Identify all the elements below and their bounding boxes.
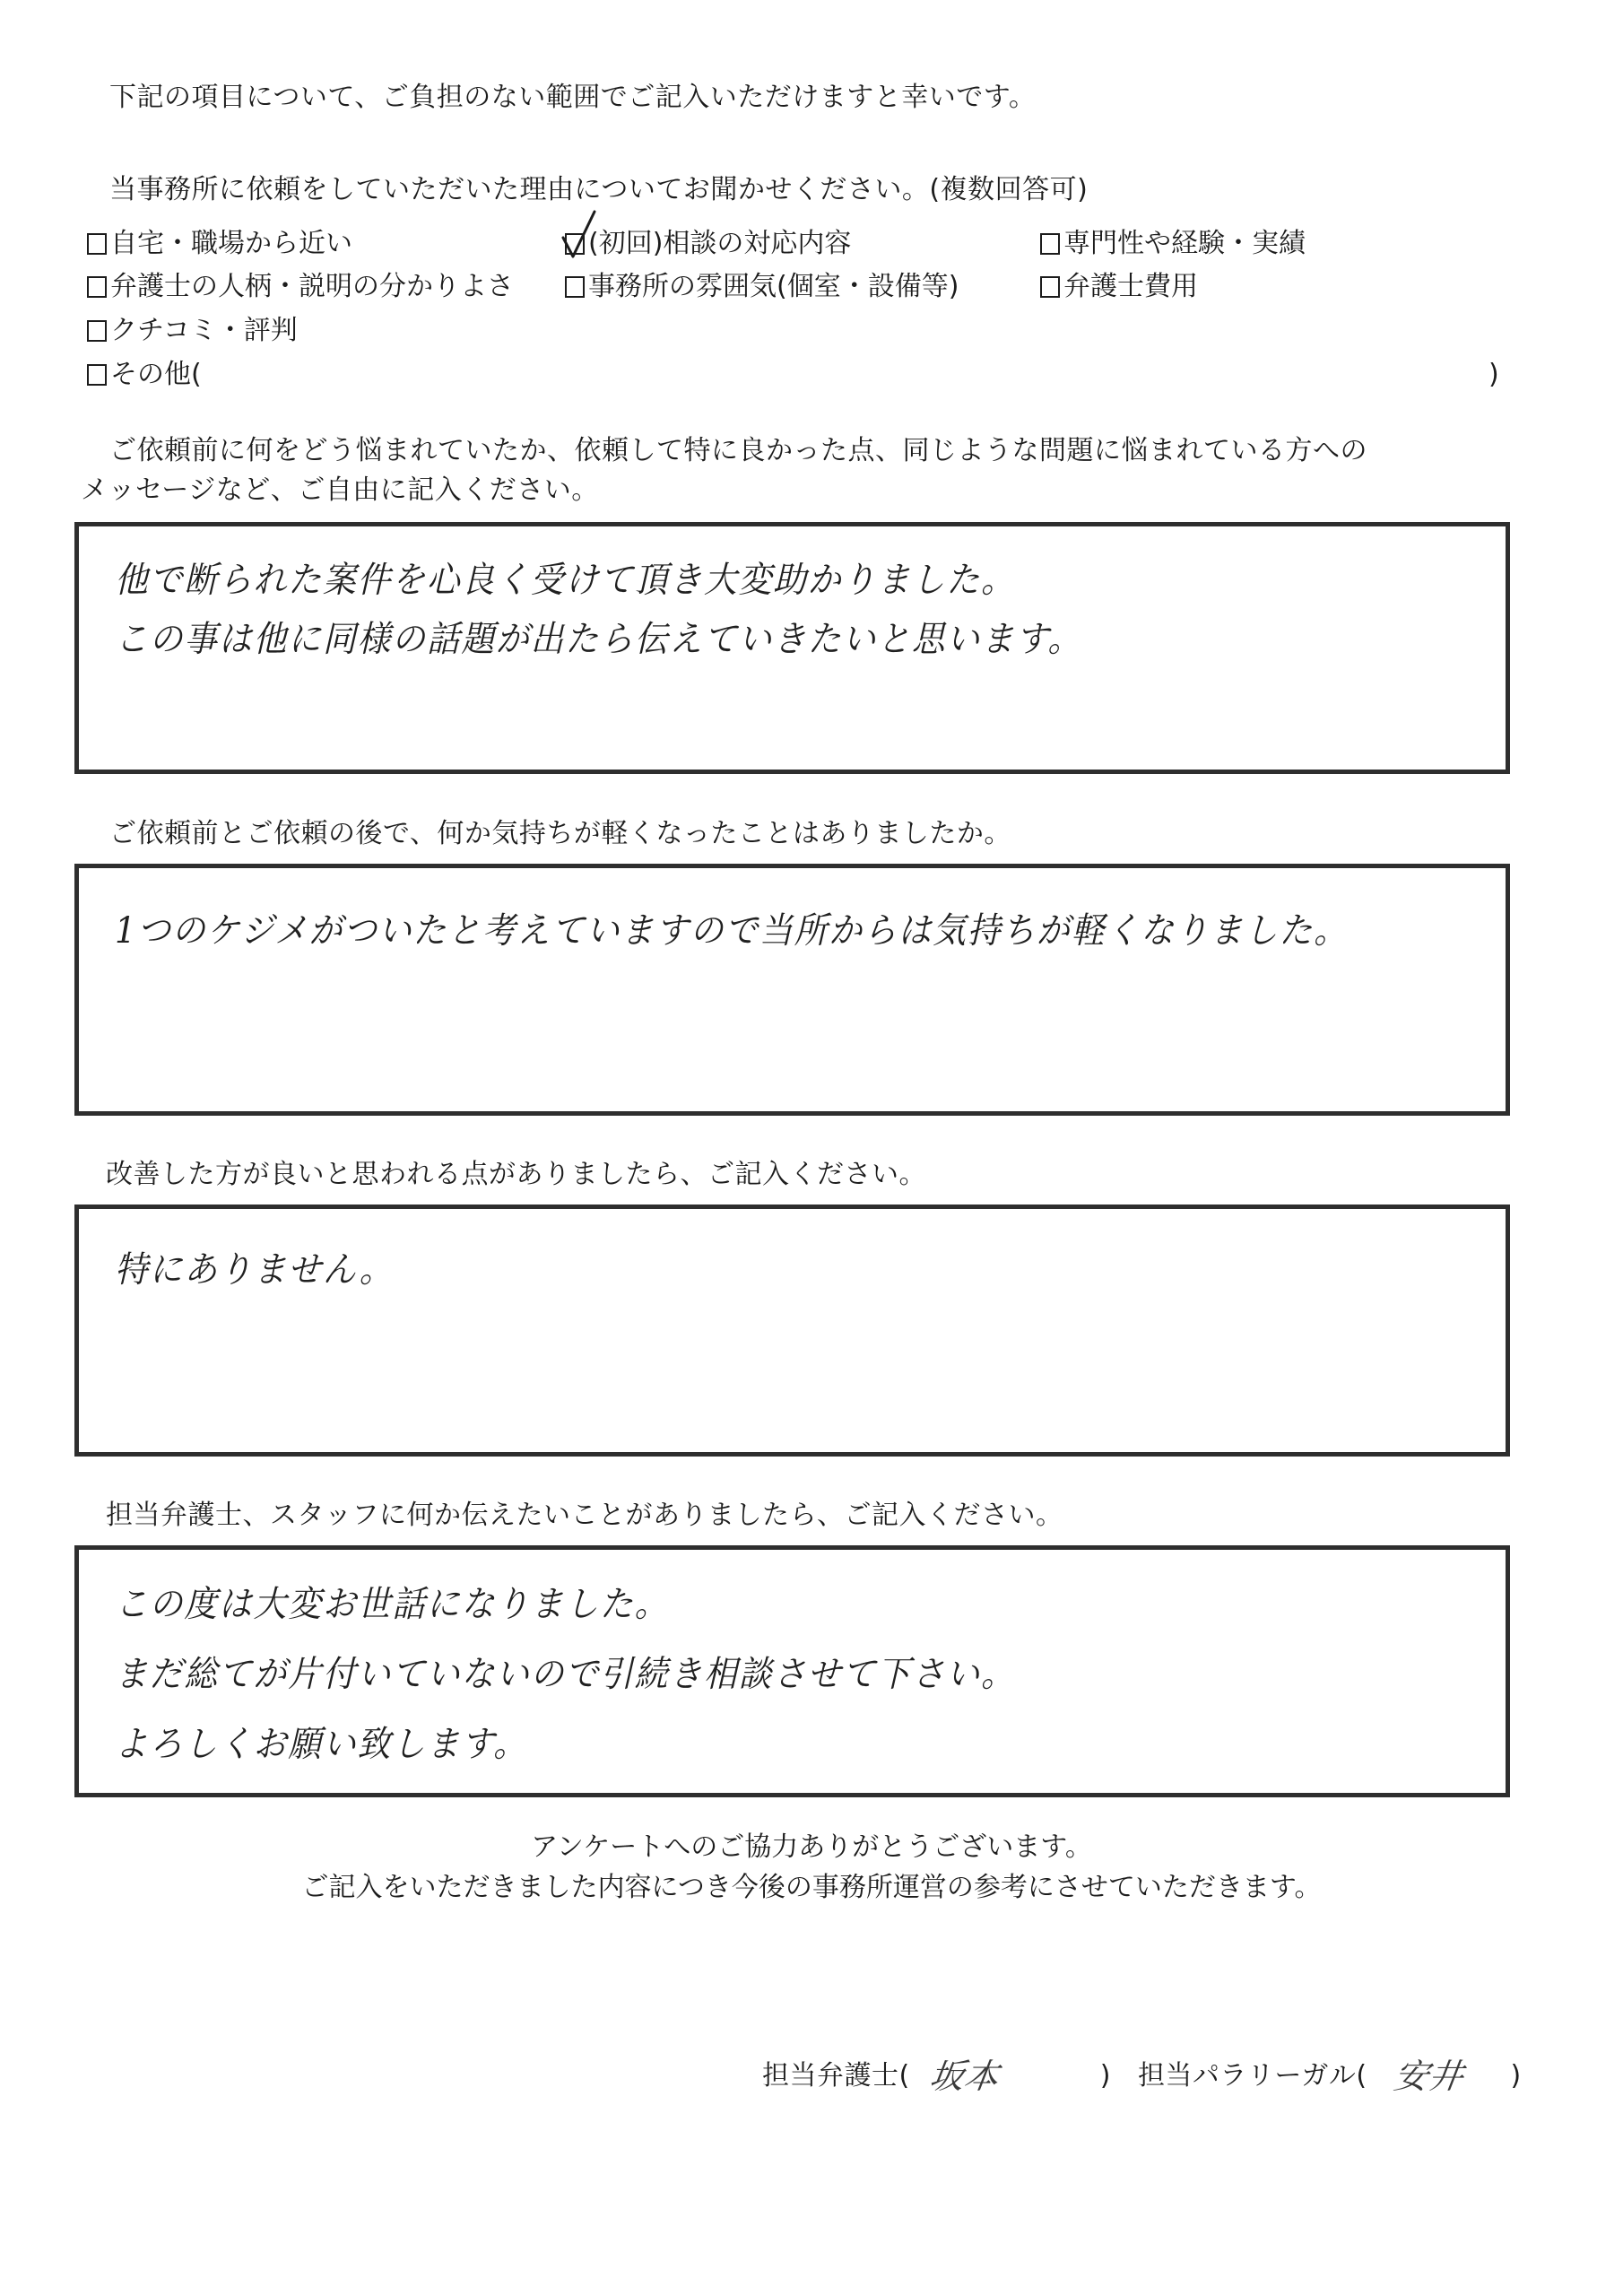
- question-3-answer-box[interactable]: [74, 1205, 1510, 1457]
- option-initial-consultation[interactable]: [565, 229, 851, 259]
- other-close-paren: ): [1488, 359, 1500, 390]
- closing-note: ご記入をいただきました内容につき今後の事務所運営の参考にさせていただきます。: [301, 1872, 1322, 1903]
- option-lawyer-personality[interactable]: [87, 272, 514, 302]
- question-2-answer-text: [115, 904, 1349, 958]
- question-3-prompt: 改善した方が良いと思われる点がありましたら、ご記入ください。: [106, 1159, 926, 1190]
- question-2-prompt: ご依頼前とご依頼の後で、何か気持ちが軽くなったことはありましたか。: [109, 818, 1011, 849]
- option-label: 弁護士の人柄・説明の分かりよさ: [110, 271, 514, 302]
- checkbox-unchecked-icon[interactable]: [565, 276, 585, 298]
- checkbox-unchecked-icon[interactable]: [1040, 233, 1060, 255]
- lawyer-name-field[interactable]: 坂本: [926, 2057, 1002, 2096]
- checkbox-unchecked-icon[interactable]: [1040, 276, 1060, 298]
- answer-line: この度は大変お世話になりました。: [115, 1584, 670, 1625]
- answer-line: 他で断られた案件を心良く受けて頂き大変助かりました。: [115, 560, 1016, 601]
- intro-text: 下記の項目について、ご負担のない範囲でご記入いただけますと幸いです。: [109, 82, 1037, 113]
- option-near-home-work[interactable]: [87, 229, 352, 259]
- closing-thanks: アンケートへのご協力ありがとうございます。: [531, 1831, 1092, 1863]
- option-label: 自宅・職場から近い: [110, 228, 352, 259]
- answer-line: 1つのケジメがついたと考えていますので当所からは気持ちが軽くなりました。: [115, 910, 1349, 952]
- lawyer-label: 担当弁護士(: [762, 2060, 910, 2092]
- handwritten-checkmark-icon: [561, 210, 604, 264]
- answer-line: よろしくお願い致します。: [115, 1724, 528, 1765]
- lawyer-close-paren: ): [1099, 2060, 1111, 2092]
- checkbox-unchecked-icon[interactable]: [87, 320, 107, 342]
- option-label: クチコミ・評判: [110, 315, 298, 346]
- paralegal-close-paren: ): [1510, 2060, 1522, 2092]
- option-label: 弁護士費用: [1063, 271, 1198, 302]
- signature-row: [762, 2057, 1522, 2096]
- question-2-answer-box[interactable]: [74, 864, 1510, 1116]
- option-label: その他(: [110, 359, 202, 390]
- question-4-answer-box[interactable]: [74, 1545, 1510, 1797]
- question-3-answer-text: [115, 1243, 394, 1297]
- answer-line: まだ総てが片付いていないので引続き相談させて下さい。: [115, 1654, 1016, 1695]
- option-lawyer-fees[interactable]: [1040, 272, 1198, 302]
- paralegal-label: 担当パラリーガル(: [1137, 2060, 1367, 2092]
- answer-line: 特にありません。: [115, 1249, 395, 1291]
- checkbox-unchecked-icon[interactable]: [87, 233, 107, 255]
- question-1-prompt-line-2: メッセージなど、ご自由に記入ください。: [81, 474, 599, 506]
- checkbox-checked-icon[interactable]: [565, 233, 585, 255]
- option-expertise-experience[interactable]: [1040, 229, 1306, 259]
- question-4-prompt: 担当弁護士、スタッフに何か伝えたいことがありましたら、ご記入ください。: [106, 1500, 1063, 1531]
- option-other[interactable]: [87, 360, 202, 390]
- question-1-answer-box[interactable]: [74, 522, 1510, 774]
- option-reviews-reputation[interactable]: [87, 316, 298, 346]
- option-label: 事務所の雰囲気(個室・設備等): [588, 271, 959, 302]
- paralegal-name-field[interactable]: 安井: [1391, 2057, 1466, 2096]
- question-4-answer-text: [115, 1570, 1016, 1779]
- option-label: 専門性や経験・実績: [1063, 228, 1306, 259]
- answer-line: この事は他に同様の話題が出たら伝えていきたいと思います。: [115, 619, 1082, 660]
- question-1-prompt-line-1: ご依頼前に何をどう悩まれていたか、依頼して特に良かった点、同じような問題に悩まれている方への: [109, 435, 1367, 466]
- checkbox-unchecked-icon[interactable]: [87, 276, 107, 298]
- checkbox-unchecked-icon[interactable]: [87, 364, 107, 386]
- other-reason-field[interactable]: [206, 360, 1480, 390]
- question-1-answer-text: [115, 553, 1082, 666]
- option-office-atmosphere[interactable]: [565, 272, 959, 302]
- reasons-heading: 当事務所に依頼をしていただいた理由についてお聞かせください。(複数回答可): [109, 174, 1089, 205]
- option-label: (初回)相談の対応内容: [588, 228, 852, 259]
